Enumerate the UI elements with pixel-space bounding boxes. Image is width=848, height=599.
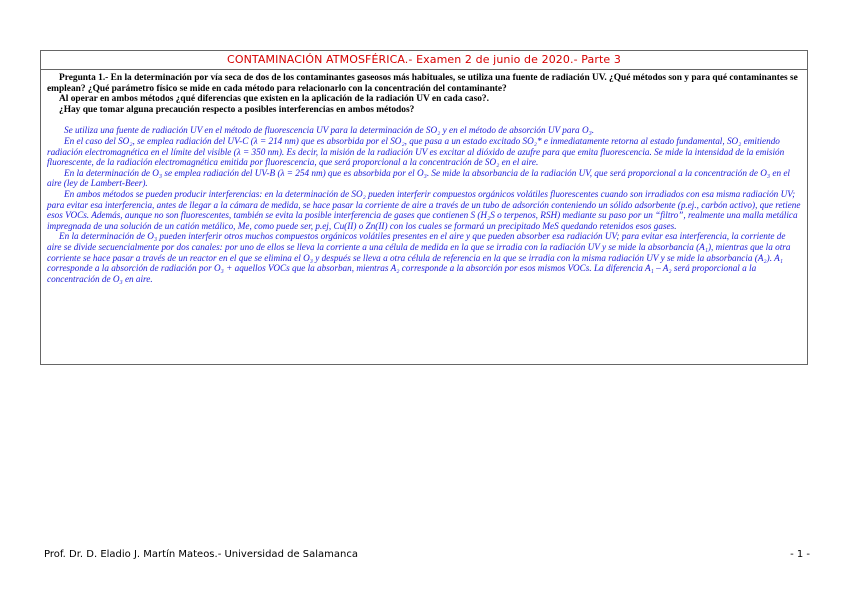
exam-content <box>41 70 807 284</box>
question-block <box>47 73 801 115</box>
footer-author: Prof. Dr. D. Eladio J. Martín Mateos.- Universidad de Salamanca <box>44 549 358 560</box>
question-line-1: Pregunta 1.- En la determinación por vía seca de dos de los contaminantes gaseosos más habituales, se utiliza una fuente de radiación UV. ¿Qué métodos son y para qué contaminantes se emplean? ¿Qué parámetro físico se mide en cada método para relacionarlo con la concentración del contaminante? <box>47 73 798 94</box>
answer-paragraph-1: Se utiliza una fuente de radiación UV en el método de fluorescencia UV para la determinación de SO₂ y en el método de absorción UV para O₃. <box>64 125 595 136</box>
exam-frame <box>40 50 808 365</box>
footer-page-number: - 1 - <box>790 549 810 560</box>
question-line-3: ¿Hay que tomar alguna precaución respecto a posibles interferencias en ambos métodos? <box>59 104 415 115</box>
question-line-2: Al operar en ambos métodos ¿qué diferencias que existen en la aplicación de la radiación UV en cada caso?. <box>59 94 489 105</box>
exam-title: CONTAMINACIÓN ATMOSFÉRICA.- Examen 2 de junio de 2020.- Parte 3 <box>41 51 807 70</box>
answer-block <box>47 125 801 284</box>
answer-paragraph-4: En ambos métodos se pueden producir interferencias: en la determinación de SO₂ pueden interferir compuestos orgánicos volátiles fluorescentes cuando son irradiados con esa misma radiación UV; para evitar esa interferencia, antes de llegar a la cámara de medida, se hace pasar la corriente de aire a través de un tubo de adsorción conteniendo un sólido adsorbente (p.ej., carbón activo), que retiene esos VOCs. Además, aunque no son fluorescentes, también se evita la posible interferencia de gases que contienen S (H₂S o terpenos, RSH) mediante su paso por un “filtro”, realmente una malla metálica impregnada de una solución de un catión metálico, Me, como puede ser, p.ej, Cu(II) o Zn(II) con los cuales se formará un precipitado MeS quedando retenidos esos gases. <box>47 188 801 231</box>
answer-paragraph-3: En la determinación de O₃ se emplea radiación del UV-B (λ = 254 nm) que es absorbida por el O₃. Se mide la absorbancia de la radiación UV, que será proporcional a la concentración de O₃ en el aire (ley de Lambert-Beer). <box>47 167 790 189</box>
answer-paragraph-2: En el caso del SO₂, se emplea radiación del UV-C (λ = 214 nm) que es absorbida por el SO₂, que pasa a un estado excitado SO₂* e inmediatamente retorna al estado fundamental, SO₂ emitiendo radiación electromagnética en el límite del visible (λ = 350 nm). Es decir, la misión de la radiación UV es excitar al dióxido de azufre para que emita fluorescencia. Se mide la intensidad de la emisión fluorescente, de la radiación electromagnética emitida por fluorescencia, que será proporcional a la concentración de SO₂ en el aire. <box>47 135 785 168</box>
answer-paragraph-5: En la determinación de O₃ pueden interferir otros muchos compuestos orgánicos volátiles presentes en el aire y que pueden absorber esa radiación UV; para evitar esa interferencia, la corriente de aire se divide secuencialmente por dos canales: por uno de ellos se lleva la corriente a una célula de medida en la que se irradia con la radiación UV y se mide la absorbancia (A₁), mientras que la otra corriente se hace pasar a través de un reactor en el que se elimina el O₃ y después se lleva a otra célula de referencia en la que se irradia con la misma radiación UV y se mide la absorbancia (A₂). A₁ corresponde a la absorción de radiación por O₃ + aquellos VOCs que la absorban, mientras A₂ corresponde a la absorción por esos mismos VOCs. La diferencia A₁ – A₂ será proporcional a la concentración de O₃ en aire. <box>47 231 791 284</box>
